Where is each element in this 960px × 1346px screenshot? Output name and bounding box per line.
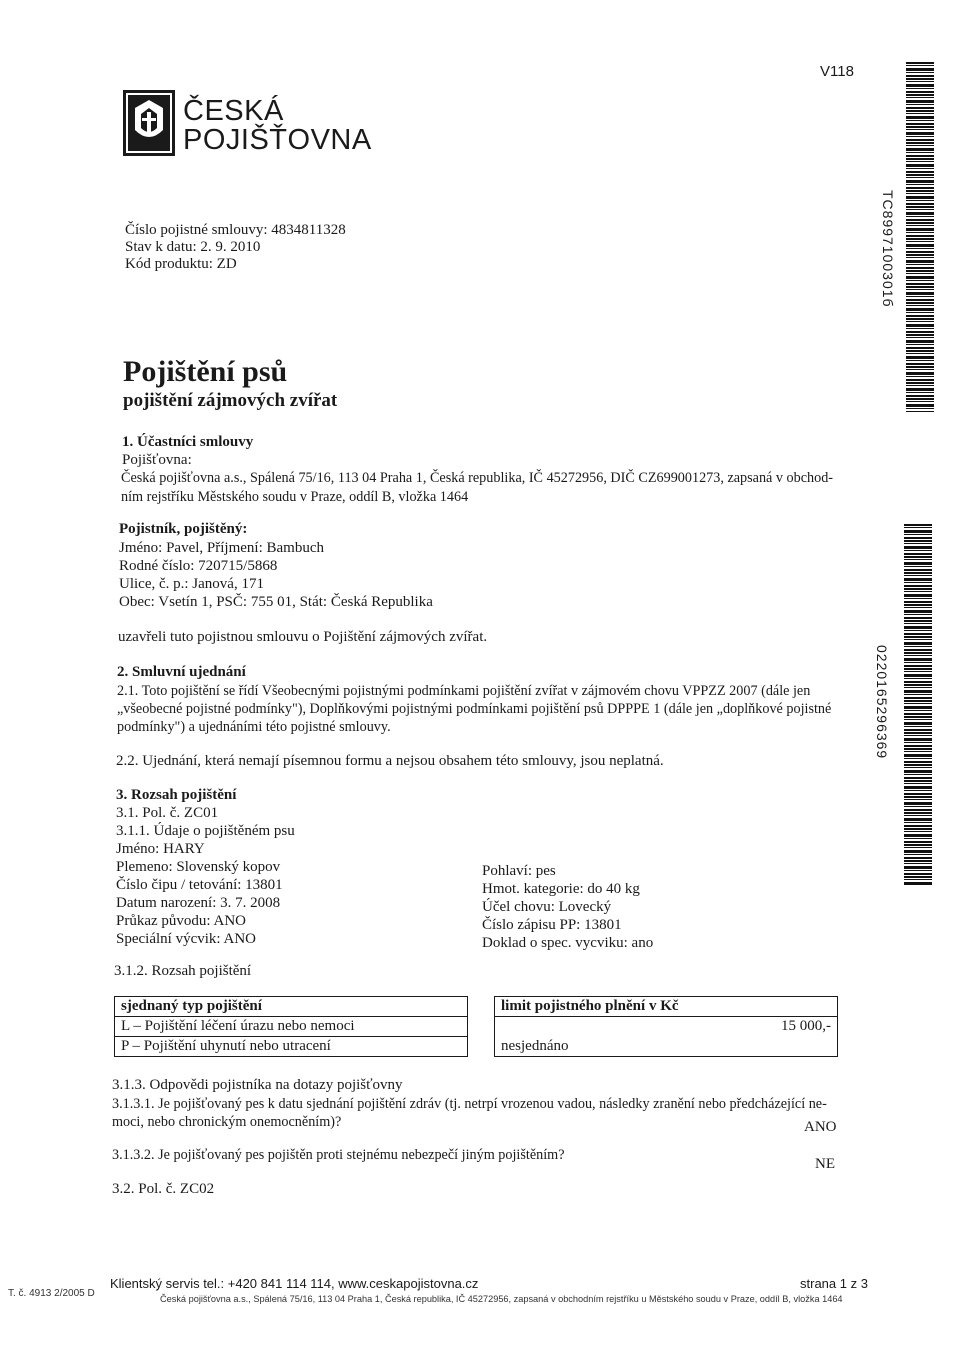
- insurance-scope-table: [114, 996, 838, 1057]
- client-service: Klientský servis tel.: +420 841 114 114, www.ceskapojistovna.cz: [110, 1276, 479, 1291]
- table-spacer: [468, 997, 495, 1017]
- concluded-text: uzavřeli tuto pojistnou smlouvu o Pojištění zájmových zvířat.: [118, 629, 488, 645]
- dog-pp-number: Číslo zápisu PP: 13801: [482, 917, 622, 933]
- dog-weight-category: Hmot. kategorie: do 40 kg: [482, 881, 640, 897]
- holder-label: Pojistník, pojištěný:: [119, 521, 248, 537]
- dog-spec-training-doc: Doklad o spec. vycviku: ano: [482, 935, 654, 951]
- section-3-heading: 3. Rozsah pojištění: [116, 787, 237, 803]
- row-type-l: L – Pojištění léčení úrazu nebo nemoci: [115, 1017, 468, 1037]
- dog-sex: Pohlaví: pes: [482, 863, 556, 879]
- question-1-line-1: 3.1.3.1. Je pojišťovaný pes k datu sjednání pojištění zdráv (tj. netrpí vrozenou vadou, následky zranění nebo předcházející ne-: [112, 1096, 827, 1112]
- dog-special-training: Speciální výcvik: ANO: [116, 931, 256, 947]
- dog-pedigree: Průkaz původu: ANO: [116, 913, 246, 929]
- questions-heading: 3.1.3. Odpovědi pojistníka na dotazy pojišťovny: [112, 1077, 403, 1093]
- ceska-pojistovna-logo-icon: [123, 90, 175, 156]
- insurer-line-1: Česká pojišťovna a.s., Spálená 75/16, 113 04 Praha 1, Česká republika, IČ 45272956, DIČ CZ699001273, zapsaná v obchod-: [121, 470, 834, 486]
- dog-chip: Číslo čipu / tetování: 13801: [116, 877, 283, 893]
- barcode-right-number: 0220165296369: [874, 645, 890, 760]
- clause-2-1-line-1: 2.1. Toto pojištění se řídí Všeobecnými pojistnými podmínkami pojištění zvířat v zájmovém chovu VPPZZ 2007 (dále jen: [117, 683, 811, 699]
- version-code: V118: [820, 63, 854, 80]
- company-info: Česká pojišťovna a.s., Spálená 75/16, 113 04 Praha 1, Česká republika, IČ 45272956, zapsaná v obchodním rejstříku u Městského soudu v Praze, oddíl B, vložka 1464: [160, 1294, 843, 1304]
- dog-data-left: [116, 840, 283, 948]
- logo-line-2: POJIŠŤOVNA: [183, 124, 372, 156]
- dog-purpose: Účel chovu: Lovecký: [482, 899, 612, 915]
- barcode-right: [904, 524, 932, 886]
- table-spacer: [468, 1037, 495, 1057]
- clause-2-2: 2.2. Ujednání, která nemají písemnou formu a nejsou obsahem této smlouvy, jsou neplatná.: [116, 753, 664, 769]
- table-spacer: [468, 1017, 495, 1037]
- form-code: T. č. 4913 2/2005 D: [8, 1288, 95, 1299]
- insurer-label: Pojišťovna:: [122, 452, 192, 468]
- dog-breed: Plemeno: Slovenský kopov: [116, 859, 281, 875]
- pol-zc02: 3.2. Pol. č. ZC02: [112, 1181, 215, 1197]
- state-date: Stav k datu: 2. 9. 2010: [125, 239, 261, 255]
- holder-city: Obec: Vsetín 1, PSČ: 755 01, Stát: Česká Republika: [119, 594, 433, 610]
- barcode-top: [906, 62, 934, 412]
- dog-name: Jméno: HARY: [116, 841, 205, 857]
- dog-birthdate: Datum narození: 3. 7. 2008: [116, 895, 281, 911]
- section-2-heading: 2. Smluvní ujednání: [117, 664, 246, 680]
- table-row: [115, 1017, 838, 1037]
- insurer-line-2: ním rejstříku Městského soudu v Praze, oddíl B, vložka 1464: [121, 489, 469, 505]
- dog-data-heading: 3.1.1. Údaje o pojištěném psu: [116, 823, 295, 839]
- page-number: strana 1 z 3: [800, 1276, 868, 1291]
- question-1-answer: ANO: [804, 1119, 837, 1135]
- logo-line-1: ČESKÁ: [183, 95, 284, 127]
- question-2-answer: NE: [815, 1156, 835, 1172]
- policy-number: Číslo pojistné smlouvy: 4834811328: [125, 222, 346, 238]
- page-subtitle: pojištění zájmových zvířat: [123, 390, 338, 411]
- holder-id: Rodné číslo: 720715/5868: [119, 558, 278, 574]
- holder-name: Jméno: Pavel, Příjmení: Bambuch: [119, 540, 324, 556]
- table-header-row: [115, 997, 838, 1017]
- logo-text: [183, 97, 372, 155]
- question-2: 3.1.3.2. Je pojišťovaný pes pojištěn proti stejnému nebezpečí jiným pojištěním?: [112, 1147, 565, 1163]
- dog-data-right: [482, 862, 653, 952]
- scope-heading: 3.1.2. Rozsah pojištění: [114, 963, 252, 979]
- row-limit-l: 15 000,-: [495, 1017, 838, 1037]
- clause-2-1-line-3: podmínky") a ujednáními této pojistné smlouvy.: [117, 719, 391, 735]
- holder-street: Ulice, č. p.: Janová, 171: [119, 576, 264, 592]
- section-1-heading: 1. Účastníci smlouvy: [122, 434, 254, 450]
- col-type-header: sjednaný typ pojištění: [115, 997, 468, 1017]
- product-code: Kód produktu: ZD: [125, 256, 237, 272]
- row-type-p: P – Pojištění uhynutí nebo utracení: [115, 1037, 468, 1057]
- barcode-top-number: TC8997100301б: [880, 190, 896, 308]
- table-row: [115, 1037, 838, 1057]
- pol-zc01: 3.1. Pol. č. ZC01: [116, 805, 219, 821]
- row-limit-p: nesjednáno: [495, 1037, 838, 1057]
- question-1-line-2: moci, nebo chronickým onemocněním)?: [112, 1114, 342, 1130]
- col-limit-header: limit pojistného plnění v Kč: [495, 997, 838, 1017]
- clause-2-1-line-2: „všeobecné pojistné podmínky"), Doplňkovými pojistnými podmínkami pojištění psů DPPPE 1 (dále jen „doplňkové pojistné: [117, 701, 832, 717]
- page-title: Pojištění psů: [123, 355, 288, 388]
